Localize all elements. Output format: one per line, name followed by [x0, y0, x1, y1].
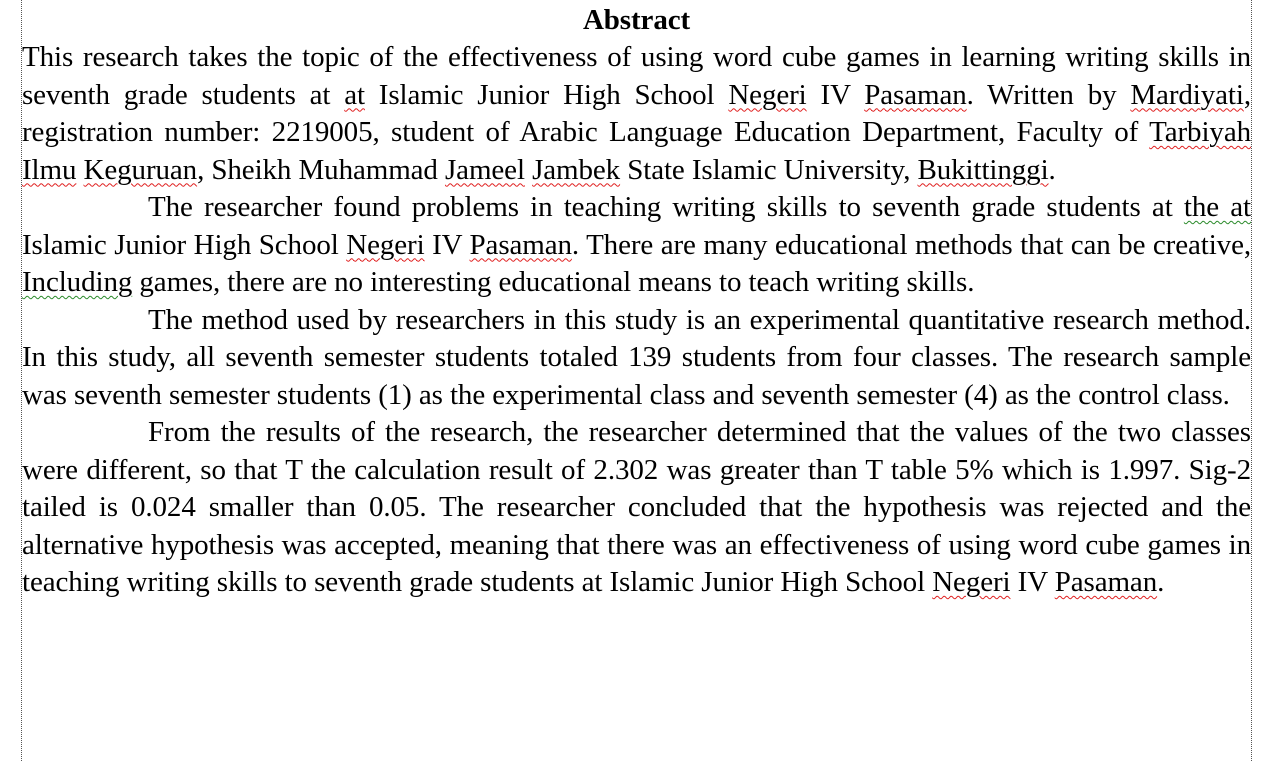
grammar-flag[interactable]: Including [22, 266, 133, 298]
spellcheck-flag[interactable]: Bukittinggi [917, 153, 1049, 186]
paragraph-4 [22, 414, 1251, 602]
text-run [76, 154, 83, 186]
grammar-flag[interactable]: the at [1183, 191, 1251, 223]
spellcheck-flag[interactable]: Ilmu [22, 153, 77, 186]
spellcheck-flag[interactable]: at [344, 78, 365, 111]
spellcheck-flag[interactable]: Pasaman [864, 78, 967, 111]
spellcheck-flag[interactable]: Pasaman [469, 228, 572, 261]
text-run: Islamic Junior High School [22, 228, 347, 261]
spellcheck-flag[interactable]: Negeri [728, 78, 807, 111]
paragraph-1 [22, 39, 1251, 189]
text-run: State Islamic University, [620, 153, 918, 186]
spellcheck-flag[interactable]: Keguruan [83, 153, 198, 186]
text-run: . [1048, 153, 1056, 186]
right-margin-guide [1251, 0, 1252, 761]
spellcheck-flag[interactable]: Mardiyati [1130, 78, 1244, 111]
spellcheck-flag[interactable]: Jameel [444, 153, 525, 186]
text-run: The researcher found problems in teaching writing skills to seventh grade students at [148, 191, 1184, 223]
text-run: , Sheikh Muhammad [197, 153, 445, 186]
text-run: IV [1010, 566, 1055, 598]
text-run: . Written by [966, 78, 1131, 111]
spellcheck-flag[interactable]: Tarbiyah [1149, 116, 1251, 148]
spellcheck-flag[interactable]: Jambek [532, 153, 621, 186]
paragraph-3: The method used by researchers in this study is an experimental quantitative research method. In this study, all seventh semester students totaled 139 students from four classes. The research sample was seventh semester students (1) as the experimental class and seventh semester (4) as the control class. [22, 303, 1251, 411]
text-run: IV [806, 78, 865, 111]
text-run: IV [424, 228, 470, 261]
document-body[interactable] [22, 2, 1251, 602]
spellcheck-flag[interactable]: Negeri [346, 228, 425, 261]
text-run: . [1157, 566, 1165, 598]
text-run: This research takes the topic of the effectiveness of using word cube games in learning writing skills in seventh grade students at [22, 41, 1251, 111]
text-run: From the results of the research, the researcher determined that the values of the two classes were different, so that T the calculation result of 2.302 was greater than T table 5% which is 1.997. Sig-2 tailed is 0.024 smaller than 0.05. The researcher concluded that the hypothesis was rejected and the alternative hypothesis was accepted, meaning that there was an effectiveness of using word cube games in teaching writing skills to seventh grade students at Islamic Junior High School [22, 416, 1251, 598]
spellcheck-flag[interactable]: Pasaman [1054, 566, 1158, 598]
abstract-title: Abstract [582, 4, 691, 36]
text-run: , registration number: 2219005, student of Arabic Language Education Department, Faculty of [22, 78, 1251, 148]
text-run: games, there are no interesting educational means to teach writing skills. [132, 266, 975, 298]
text-run [525, 154, 532, 186]
text-run: Islamic Junior High School [364, 78, 729, 111]
spellcheck-flag[interactable]: Negeri [932, 566, 1011, 598]
text-run: . There are many educational methods that can be creative, [571, 228, 1251, 261]
paragraph-2 [22, 189, 1251, 302]
